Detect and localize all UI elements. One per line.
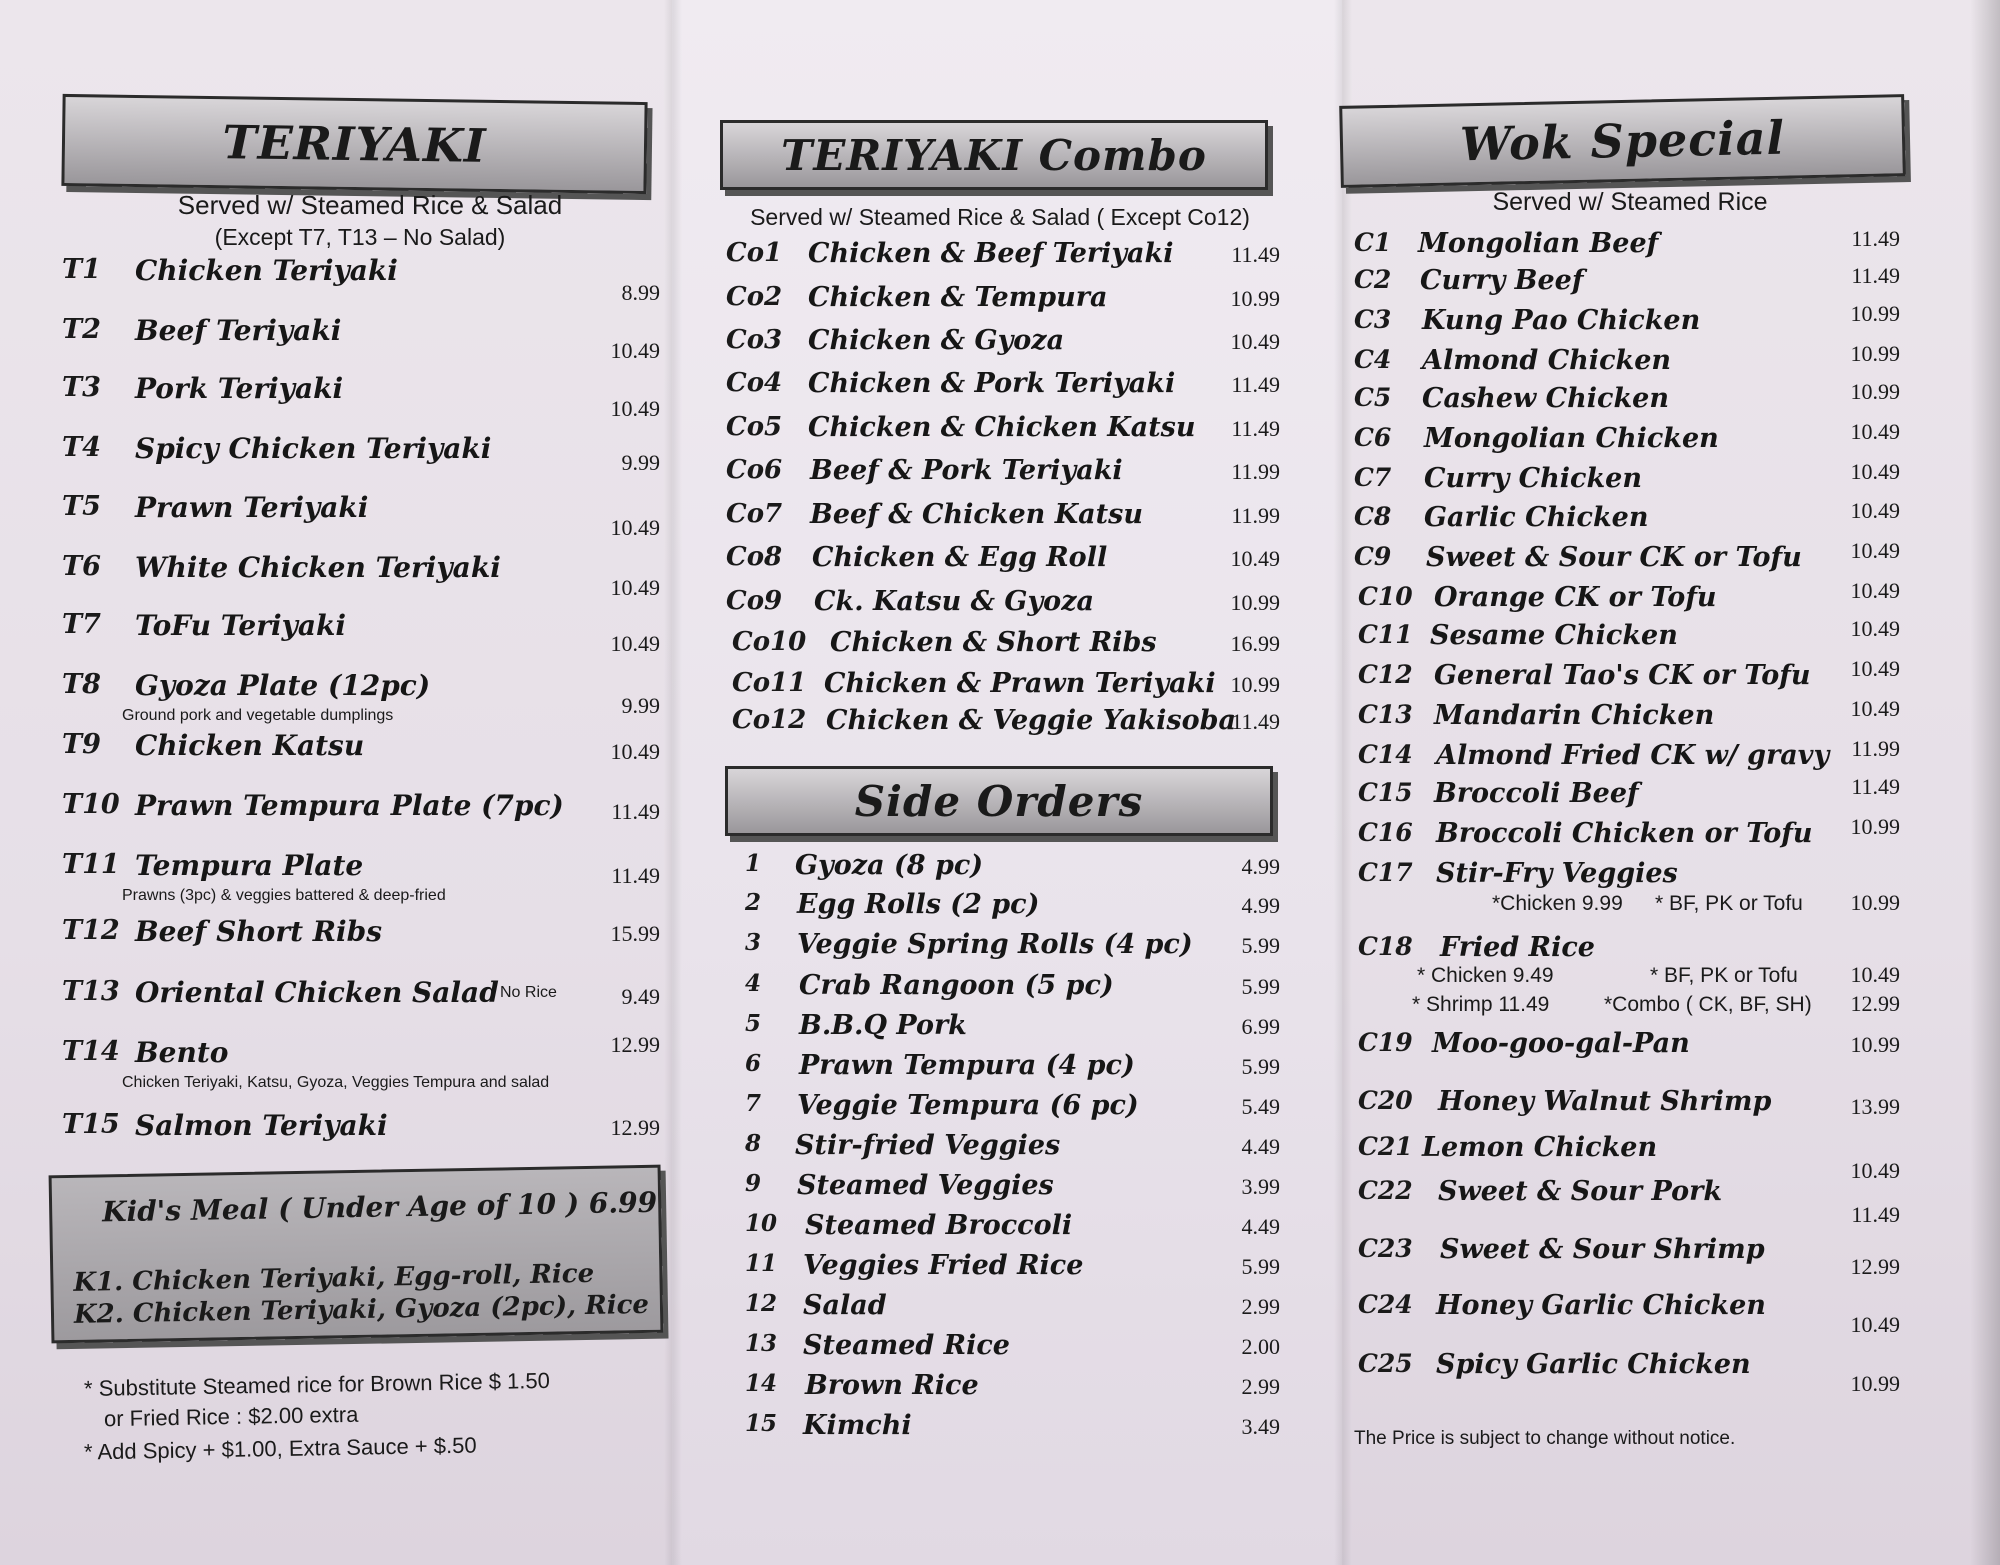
item-code: 8 xyxy=(745,1130,762,1157)
item-name: Egg Rolls (2 pc) xyxy=(797,889,1040,920)
item-name: General Tao's CK or Tofu xyxy=(1434,660,1811,691)
item-price: 11.49 xyxy=(611,863,660,888)
item-name: Garlic Chicken xyxy=(1424,502,1649,533)
item-code: T11 xyxy=(62,849,120,880)
item-code: 3 xyxy=(745,929,762,956)
item-price: 11.99 xyxy=(1231,503,1280,528)
item-name: Kung Pao Chicken xyxy=(1422,305,1701,336)
item-price: 10.99 xyxy=(1850,341,1900,366)
item-price: 10.99 xyxy=(1230,286,1280,311)
item-name: Beef Teriyaki xyxy=(135,314,342,347)
item-code: C9 xyxy=(1354,542,1392,571)
item-price: 11.49 xyxy=(1851,774,1900,799)
menu-item xyxy=(0,1086,2000,1126)
item-name: Oriental Chicken Salad xyxy=(135,976,499,1009)
item-code: C18 xyxy=(1358,932,1413,961)
item-code: C5 xyxy=(1354,383,1392,412)
wok-title: Wok Special xyxy=(1459,110,1786,172)
item-name: Sweet & Sour Shrimp xyxy=(1440,1234,1765,1265)
item-name: Almond Fried CK w/ gravy xyxy=(1436,740,1830,771)
item-name: Honey Garlic Chicken xyxy=(1436,1290,1766,1321)
item-price: 10.49 xyxy=(610,515,660,540)
item-name: Sweet & Sour CK or Tofu xyxy=(1426,542,1802,573)
combo-header xyxy=(720,120,1268,190)
item-code: 2 xyxy=(745,889,762,916)
combo-subtitle: Served w/ Steamed Rice & Salad ( Except Co12) xyxy=(750,204,1250,230)
item-code: 7 xyxy=(745,1090,762,1117)
item-name: Veggies Fried Rice xyxy=(803,1250,1084,1281)
item-code: C14 xyxy=(1358,740,1413,769)
item-price: 8.99 xyxy=(621,280,660,305)
item-name: Sesame Chicken xyxy=(1430,620,1678,651)
item-code: 14 xyxy=(745,1370,778,1397)
menu-item xyxy=(0,774,2000,818)
item-name: Salmon Teriyaki xyxy=(135,1109,388,1142)
item-price: 4.99 xyxy=(1241,893,1280,918)
item-code: C2 xyxy=(1354,265,1392,294)
item-price: 15.99 xyxy=(610,921,660,946)
item-code: Co5 xyxy=(726,412,783,442)
item-code: C17 xyxy=(1358,858,1413,887)
item-name: Broccoli Beef xyxy=(1434,778,1639,809)
menu-item xyxy=(0,814,2000,858)
item-price: 5.99 xyxy=(1241,933,1280,958)
item-code: C20 xyxy=(1358,1086,1413,1115)
side-orders-title: Side Orders xyxy=(854,776,1144,826)
item-name: Mandarin Chicken xyxy=(1434,700,1715,731)
item-price: 10.49 xyxy=(1850,419,1900,444)
item-price: 4.49 xyxy=(1241,1134,1280,1159)
item-name: Mongolian Beef xyxy=(1418,228,1659,259)
item-name: Tempura Plate xyxy=(135,849,364,882)
item-name: Gyoza (8 pc) xyxy=(795,850,984,881)
item-name: Veggie Spring Rolls (4 pc) xyxy=(797,929,1193,960)
menu-item xyxy=(0,538,2000,582)
price-disclaimer: The Price is subject to change without notice. xyxy=(1354,1428,1736,1449)
wok-subtitle: Served w/ Steamed Rice xyxy=(1492,188,1768,216)
item-price: 5.99 xyxy=(1241,1254,1280,1279)
item-code: Co2 xyxy=(726,282,783,312)
item-name: Sweet & Sour Pork xyxy=(1438,1176,1723,1207)
item-price: 13.99 xyxy=(1850,1094,1900,1119)
item-name: Veggie Tempura (6 pc) xyxy=(797,1090,1139,1121)
item-code: Co11 xyxy=(732,668,807,698)
item-code: T6 xyxy=(62,551,101,582)
item-code: C7 xyxy=(1354,463,1392,492)
item-code: 4 xyxy=(745,970,762,997)
item-name: Chicken & Beef Teriyaki xyxy=(808,238,1174,269)
kids-meal-title: Kid's Meal ( Under Age of 10 ) 6.99 xyxy=(101,1185,658,1229)
menu-item xyxy=(0,419,2000,463)
menu-item xyxy=(0,656,2000,700)
item-name: Chicken & Veggie Yakisoba xyxy=(826,705,1236,736)
item-code: C23 xyxy=(1358,1234,1413,1263)
item-name: Beef Short Ribs xyxy=(135,915,383,948)
item-price: 4.99 xyxy=(1241,854,1280,879)
item-price: 12.99 xyxy=(610,1032,660,1057)
item-name: Stir-fried Veggies xyxy=(795,1130,1061,1161)
kids-meal-k2: K2. Chicken Teriyaki, Gyoza (2pc), Rice xyxy=(73,1289,650,1330)
item-name: Beef & Chicken Katsu xyxy=(810,499,1143,530)
item-price: 10.99 xyxy=(1850,301,1900,326)
item-code: Co3 xyxy=(726,325,783,355)
item-price: 10.99 xyxy=(1230,590,1280,615)
item-code: T12 xyxy=(62,915,120,946)
item-price: 10.99 xyxy=(1850,1371,1900,1396)
item-price: 10.49 xyxy=(1850,538,1900,563)
item-price: 10.49 xyxy=(610,396,660,421)
menu-item xyxy=(0,379,2000,423)
item-price: 11.49 xyxy=(1851,263,1900,288)
item-price: 11.49 xyxy=(1231,242,1280,267)
item-name: Ck. Katsu & Gyoza xyxy=(814,586,1095,617)
item-name: Brown Rice xyxy=(805,1370,979,1401)
item-price: 10.99 xyxy=(1850,814,1900,839)
item-name: Chicken & Prawn Teriyaki xyxy=(824,668,1216,699)
item-name: Kimchi xyxy=(803,1410,912,1441)
item-code: C13 xyxy=(1358,700,1413,729)
teriyaki-header xyxy=(61,94,647,194)
item-code: C8 xyxy=(1354,502,1392,531)
footnote-substitute: * Substitute Steamed rice for Brown Rice $ 1.50 xyxy=(83,1367,551,1402)
c18-chicken-option: * Chicken 9.49 xyxy=(1417,964,1554,987)
item-code: C4 xyxy=(1354,345,1392,374)
item-code: C6 xyxy=(1354,423,1392,452)
item-price: 10.99 xyxy=(1850,1032,1900,1057)
item-name: Salad xyxy=(803,1290,887,1321)
item-name: Broccoli Chicken or Tofu xyxy=(1436,818,1813,849)
item-name: Steamed Rice xyxy=(803,1330,1010,1361)
item-name: B.B.Q Pork xyxy=(799,1010,967,1041)
item-price: 10.49 xyxy=(1850,616,1900,641)
item-code: C11 xyxy=(1358,620,1413,649)
menu-item xyxy=(0,1290,2000,1337)
item-code: Co10 xyxy=(732,627,807,657)
item-code: Co8 xyxy=(726,542,783,572)
item-name: Prawn Tempura Plate (7pc) xyxy=(135,789,564,822)
item-name: White Chicken Teriyaki xyxy=(135,551,501,584)
item-name: ToFu Teriyaki xyxy=(135,609,347,642)
item-price: 9.99 xyxy=(621,693,660,718)
item-name: Chicken & Gyoza xyxy=(808,325,1065,356)
item-name: Chicken Katsu xyxy=(135,729,365,762)
c18-other-price: 10.49 xyxy=(1850,962,1900,987)
item-price: 16.99 xyxy=(1230,631,1280,656)
item-tag: No Rice xyxy=(500,984,557,1001)
item-price: 11.49 xyxy=(1851,1202,1900,1227)
item-name: Fried Rice xyxy=(1440,932,1595,963)
item-code: 13 xyxy=(745,1330,778,1357)
item-price: 9.99 xyxy=(621,450,660,475)
item-code: C25 xyxy=(1358,1349,1413,1378)
item-name: Orange CK or Tofu xyxy=(1434,582,1717,613)
menu-item xyxy=(0,1349,2000,1396)
item-name: Pork Teriyaki xyxy=(135,372,344,405)
menu-item xyxy=(0,578,2000,622)
item-price: 11.49 xyxy=(611,799,660,824)
item-code: T8 xyxy=(62,669,101,700)
c18-combo-option: *Combo ( CK, BF, SH) xyxy=(1604,993,1812,1016)
item-name: Honey Walnut Shrimp xyxy=(1438,1086,1772,1117)
item-code: 6 xyxy=(745,1050,762,1077)
item-price: 6.99 xyxy=(1241,1014,1280,1039)
item-price: 12.99 xyxy=(610,1115,660,1140)
item-name: Chicken Teriyaki xyxy=(135,254,398,287)
kids-meal-k1: K1. Chicken Teriyaki, Egg-roll, Rice xyxy=(73,1258,595,1298)
item-price: 10.49 xyxy=(610,631,660,656)
item-name: Curry Chicken xyxy=(1424,463,1642,494)
item-code: C19 xyxy=(1358,1028,1413,1057)
item-price: 9.49 xyxy=(621,984,660,1009)
item-code: 15 xyxy=(745,1410,778,1437)
item-code: C12 xyxy=(1358,660,1413,689)
item-price: 5.99 xyxy=(1241,974,1280,999)
teriyaki-title: TERIYAKI xyxy=(222,115,487,173)
item-price: 10.99 xyxy=(1230,672,1280,697)
item-price: 11.49 xyxy=(1851,226,1900,251)
menu-item xyxy=(0,736,2000,780)
item-code: C1 xyxy=(1354,228,1392,257)
item-code: T10 xyxy=(62,789,120,820)
item-name: Almond Chicken xyxy=(1422,345,1672,376)
item-code: T1 xyxy=(62,254,101,285)
item-name: Chicken & Chicken Katsu xyxy=(808,412,1196,443)
menu-item xyxy=(0,1028,2000,1068)
teriyaki-subtitle: Served w/ Steamed Rice & Salad xyxy=(177,190,563,220)
item-name: Beef & Pork Teriyaki xyxy=(810,455,1123,486)
item-code: T5 xyxy=(62,491,101,522)
c18-combo-price: 12.99 xyxy=(1850,991,1900,1016)
item-name: Chicken & Pork Teriyaki xyxy=(808,368,1176,399)
item-name: Spicy Garlic Chicken xyxy=(1436,1349,1751,1380)
c18-shrimp-option: * Shrimp 11.49 xyxy=(1412,993,1550,1016)
item-code: T9 xyxy=(62,729,101,760)
item-price: 11.49 xyxy=(1231,416,1280,441)
item-price: 3.99 xyxy=(1241,1174,1280,1199)
menu-item xyxy=(0,265,2000,305)
item-code: Co6 xyxy=(726,455,783,485)
item-price: 10.49 xyxy=(1850,1312,1900,1337)
item-price: 11.49 xyxy=(1231,372,1280,397)
c18-other-option: * BF, PK or Tofu xyxy=(1650,964,1798,987)
item-code: T13 xyxy=(62,976,120,1007)
item-code: C24 xyxy=(1358,1290,1413,1319)
item-name: Crab Rangoon (5 pc) xyxy=(799,970,1114,1001)
item-code: 1 xyxy=(745,850,762,877)
item-code: T3 xyxy=(62,372,101,403)
item-price: 4.49 xyxy=(1241,1214,1280,1239)
item-price: 2.99 xyxy=(1241,1294,1280,1319)
footnote-fried-rice: or Fried Rice : $2.00 extra xyxy=(103,1401,359,1432)
item-price: 5.49 xyxy=(1241,1094,1280,1119)
item-name: Prawn Teriyaki xyxy=(135,491,369,524)
item-name: Spicy Chicken Teriyaki xyxy=(135,432,492,465)
item-price: 3.49 xyxy=(1241,1414,1280,1439)
item-code: Co4 xyxy=(726,368,783,398)
menu-item xyxy=(0,1132,2000,1183)
item-code: 11 xyxy=(745,1250,778,1277)
menu-item xyxy=(0,498,2000,542)
item-code: 12 xyxy=(745,1290,778,1317)
item-code: C3 xyxy=(1354,305,1392,334)
item-price: 11.99 xyxy=(1851,736,1900,761)
item-price: 11.99 xyxy=(1231,459,1280,484)
item-price: 10.49 xyxy=(1850,696,1900,721)
item-name: Gyoza Plate (12pc) xyxy=(135,669,431,702)
item-price: 2.99 xyxy=(1241,1374,1280,1399)
item-code: 10 xyxy=(745,1210,778,1237)
item-price: 10.49 xyxy=(610,575,660,600)
item-code: T15 xyxy=(62,1109,120,1140)
item-code: Co12 xyxy=(732,705,807,735)
combo-title: TERIYAKI Combo xyxy=(781,130,1207,180)
item-code: T7 xyxy=(62,609,101,640)
item-name: Chicken & Egg Roll xyxy=(812,542,1108,573)
item-price: 10.49 xyxy=(610,338,660,363)
item-name: Mongolian Chicken xyxy=(1424,423,1719,454)
item-code: T4 xyxy=(62,432,101,463)
item-code: C16 xyxy=(1358,818,1413,847)
item-price: 10.49 xyxy=(1850,498,1900,523)
item-code: Co7 xyxy=(726,499,783,529)
item-code: C10 xyxy=(1358,582,1413,611)
item-code: 9 xyxy=(745,1170,762,1197)
item-note: Chicken Teriyaki, Katsu, Gyoza, Veggies Tempura and salad xyxy=(122,1074,550,1091)
c17-other-option: * BF, PK or Tofu xyxy=(1655,892,1803,915)
item-price: 10.49 xyxy=(1850,656,1900,681)
item-price: 10.99 xyxy=(1850,379,1900,404)
item-code: T14 xyxy=(62,1036,120,1067)
item-price: 2.00 xyxy=(1241,1334,1280,1359)
teriyaki-subtitle-note: (Except T7, T13 – No Salad) xyxy=(214,224,506,250)
item-price: 11.49 xyxy=(1231,709,1280,734)
item-price: 10.49 xyxy=(1850,459,1900,484)
item-code: C22 xyxy=(1358,1176,1413,1205)
item-name: Moo-goo-gal-Pan xyxy=(1432,1028,1690,1059)
item-name: Stir-Fry Veggies xyxy=(1436,858,1678,889)
menu-item xyxy=(0,228,2000,268)
item-name: Cashew Chicken xyxy=(1422,383,1669,414)
item-price: 12.99 xyxy=(1850,1254,1900,1279)
item-code: T2 xyxy=(62,314,101,345)
c17-other-price: 10.99 xyxy=(1850,890,1900,915)
footnote-spicy: * Add Spicy + $1.00, Extra Sauce + $.50 xyxy=(83,1432,477,1465)
item-code: C15 xyxy=(1358,778,1413,807)
item-name: Chicken & Short Ribs xyxy=(830,627,1157,658)
wok-header xyxy=(1339,94,1906,188)
item-price: 10.49 xyxy=(1850,578,1900,603)
item-price: 5.99 xyxy=(1241,1054,1280,1079)
item-note: Prawns (3pc) & veggies battered & deep-fried xyxy=(122,887,446,904)
item-price: 10.49 xyxy=(610,739,660,764)
item-note: Ground pork and vegetable dumplings xyxy=(122,707,394,724)
item-code: C21 xyxy=(1358,1132,1413,1161)
item-name: Prawn Tempura (4 pc) xyxy=(799,1050,1135,1081)
menu-item xyxy=(0,301,2000,345)
item-name: Bento xyxy=(135,1036,229,1069)
item-name: Steamed Veggies xyxy=(797,1170,1054,1201)
menu-item xyxy=(0,616,2000,660)
item-price: 10.49 xyxy=(1230,329,1280,354)
c17-chicken-option: *Chicken 9.99 xyxy=(1492,892,1623,915)
item-name: Chicken & Tempura xyxy=(808,282,1108,313)
item-price: 10.49 xyxy=(1850,1158,1900,1183)
item-code: Co9 xyxy=(726,586,783,616)
item-code: Co1 xyxy=(726,238,783,268)
item-price: 10.49 xyxy=(1230,546,1280,571)
item-name: Lemon Chicken xyxy=(1422,1132,1658,1163)
menu-item xyxy=(0,696,2000,740)
item-code: 5 xyxy=(745,1010,762,1037)
item-name: Curry Beef xyxy=(1420,265,1584,296)
item-name: Steamed Broccoli xyxy=(805,1210,1073,1241)
